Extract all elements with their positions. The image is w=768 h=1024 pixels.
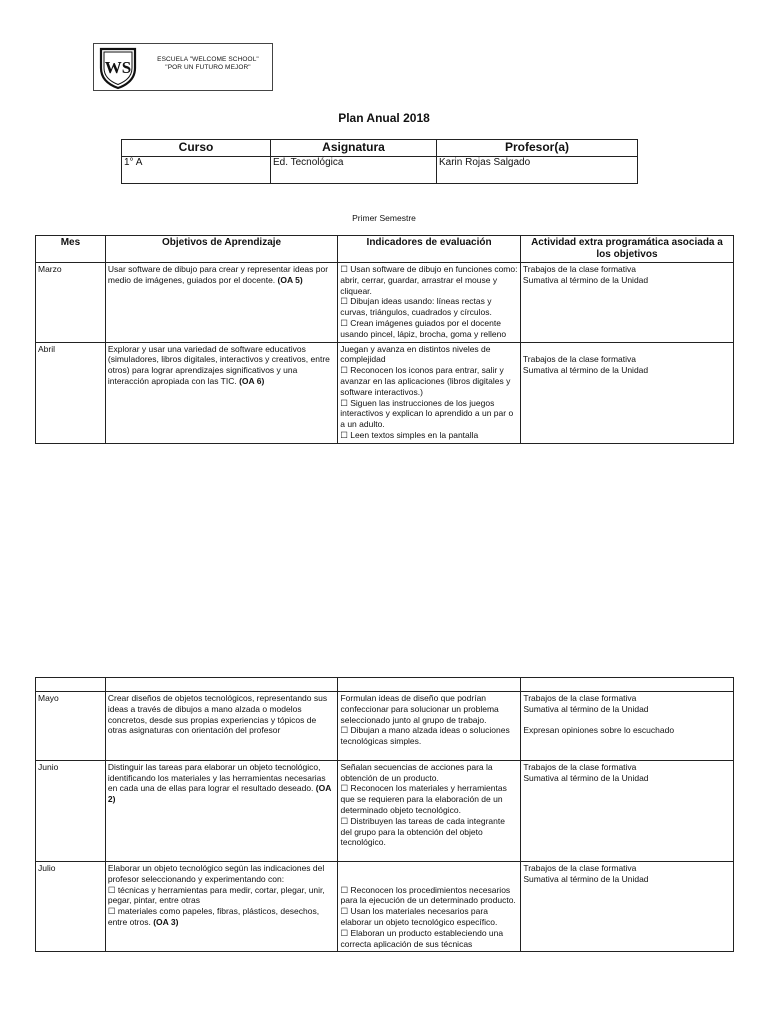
header-actividad: Actividad extra programática asociada a los objetivos xyxy=(520,236,733,263)
objective-cell: Explorar y usar una variedad de software educativos (simuladores, libros digitales, interactivos y creativos, entre otros) para lograr aprendizajes significativos y una interacción apropiada con las TIC. (OA 6) xyxy=(105,342,337,443)
school-name: ESCUELA "WELCOME SCHOOL" xyxy=(157,56,259,63)
objective-cell: Crear diseños de objetos tecnológicos, representando sus ideas a través de dibujos a mano alzada o modelos concretos, desde sus propias experiencias y tópicos de otras asignaturas con orientación del profesor xyxy=(105,692,338,761)
blank-header-row xyxy=(36,678,734,692)
table-row xyxy=(36,263,734,343)
school-motto: "POR UN FUTURO MEJOR" xyxy=(165,64,251,71)
indicators-cell: Formulan ideas de diseño que podrían confeccionar para solucionar un problema seleccionado junto al grupo de trabajo. ☐ Dibujan a mano alzada ideas o soluciones tecnológicas simples. xyxy=(338,692,521,761)
semester-label: Primer Semestre xyxy=(352,213,416,223)
header-indicadores: Indicadores de evaluación xyxy=(338,236,521,263)
school-logo xyxy=(93,43,273,91)
header-profesor: Profesor(a) xyxy=(437,140,638,157)
month-cell: Mayo xyxy=(36,692,106,761)
value-asignatura: Ed. Tecnológica xyxy=(271,157,437,184)
header-curso: Curso xyxy=(122,140,271,157)
page-title: Plan Anual 2018 xyxy=(338,111,430,125)
plan-table xyxy=(35,235,734,444)
oa-code: (OA 2) xyxy=(107,783,332,805)
indicators-cell: Señalan secuencias de acciones para la obtención de un producto. ☐ Reconocen los materiales y herramientas que se requieren para la elaboración de un determinado objeto tecnológico. ☐ Distribuyen las tareas de cada integrante del grupo para la obtención del objeto tecnológico. xyxy=(338,760,521,861)
logo-initials: WS xyxy=(104,58,132,77)
month-cell: Julio xyxy=(36,861,106,951)
header-mes: Mes xyxy=(36,236,106,263)
table-row xyxy=(36,692,734,761)
objective-cell: Usar software de dibujo para crear y representar ideas por medio de imágenes, guiados por el docente. (OA 5) xyxy=(105,263,337,343)
objective-cell: Elaborar un objeto tecnológico según las indicaciones del profesor seleccionando y experimentando con: ☐ técnicas y herramientas para medir, cortar, plegar, unir, pegar, pintar, entre otras ☐ materiales como papeles, fibras, plásticos, desechos, entre otros. (OA 3) xyxy=(105,861,338,951)
indicators-cell: ☐ Reconocen los procedimientos necesarios para la ejecución de un determinado producto. ☐ Usan los materiales necesarios para elaborar un objeto tecnológico específico. ☐ Elaboran un producto estableciendo una correcta aplicación de sus técnicas xyxy=(338,861,521,951)
month-cell: Marzo xyxy=(36,263,106,343)
activities-cell: Trabajos de la clase formativa Sumativa al término de la Unidad xyxy=(521,760,734,861)
indicators-cell: ☐ Usan software de dibujo en funciones como: abrir, cerrar, guardar, arrastrar el mouse y cliquear. ☐ Dibujan ideas usando: líneas rectas y curvas, triángulos, cuadrados y círculos. ☐ Crean imágenes guiados por el docente usando pincel, lápiz, brocha, goma y relleno xyxy=(338,263,521,343)
activities-cell: Trabajos de la clase formativa Sumativa al término de la Unidad xyxy=(521,861,734,951)
oa-code: (OA 6) xyxy=(239,375,265,386)
activities-cell: Trabajos de la clase formativa Sumativa al término de la Unidad xyxy=(520,342,733,443)
header-objetivos: Objetivos de Aprendizaje xyxy=(105,236,337,263)
indicators-cell: Juegan y avanza en distintos niveles de complejidad ☐ Reconocen los iconos para entrar, salir y avanzar en las aplicaciones (libros digitales y software interactivos.) ☐ Siguen las instrucciones de los juegos interactivos y explican lo aprendido a un par o a un adulto. ☐ Leen textos simples en la pantalla xyxy=(338,342,521,443)
month-cell: Junio xyxy=(36,760,106,861)
school-name-block xyxy=(144,56,272,72)
value-profesor: Karin Rojas Salgado xyxy=(437,157,638,184)
oa-code: (OA 3) xyxy=(153,916,179,927)
month-cell: Abril xyxy=(36,342,106,443)
objective-cell: Distinguir las tareas para elaborar un objeto tecnológico, identificando los materiales y las herramientas necesarias en cada una de ellas para lograr el resultado deseado. (OA 2) xyxy=(105,760,338,861)
table-row xyxy=(36,342,734,443)
plan-table-continued xyxy=(35,677,734,952)
shield-icon xyxy=(98,46,138,90)
activities-cell: Trabajos de la clase formativa Sumativa al término de la Unidad xyxy=(520,263,733,343)
course-info-table xyxy=(121,139,638,184)
table-row xyxy=(36,861,734,951)
activities-cell: Trabajos de la clase formativa Sumativa al término de la Unidad Expresan opiniones sobre lo escuchado xyxy=(521,692,734,761)
table-row xyxy=(36,760,734,861)
oa-code: (OA 5) xyxy=(277,274,303,285)
value-curso: 1° A xyxy=(122,157,271,184)
header-asignatura: Asignatura xyxy=(271,140,437,157)
